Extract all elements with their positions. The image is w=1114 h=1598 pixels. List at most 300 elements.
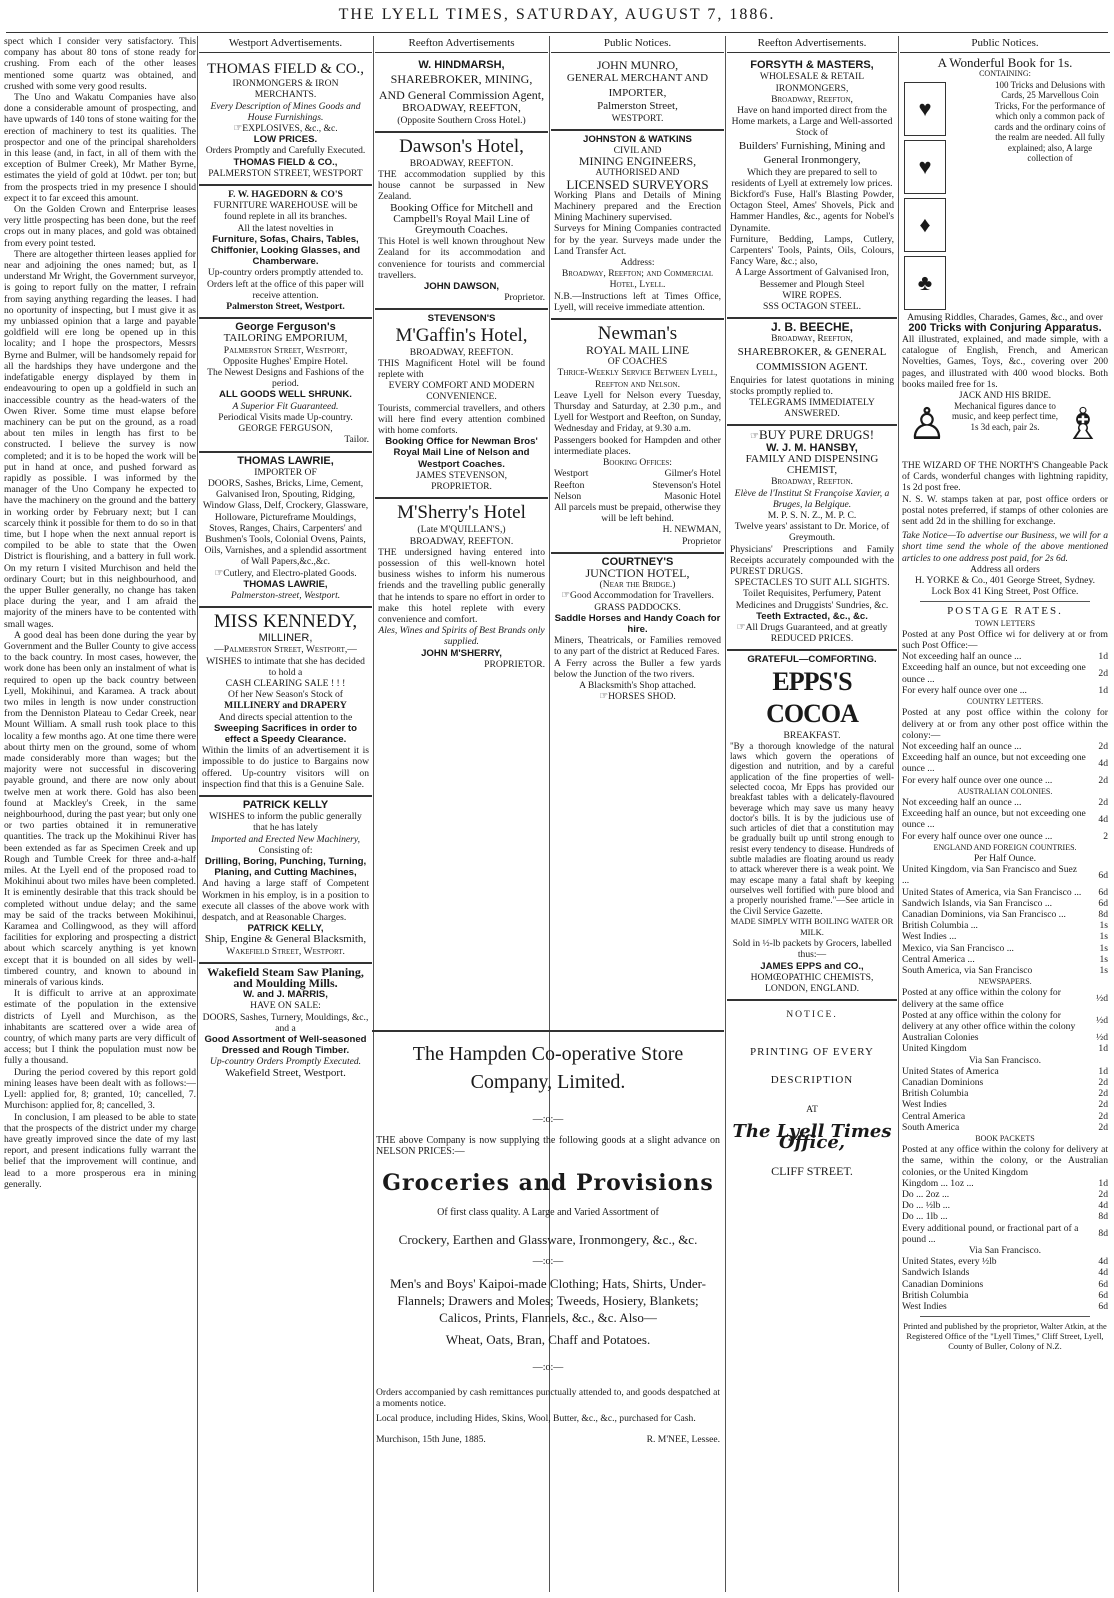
masthead-rule	[6, 32, 1108, 33]
rate-item: United States, every ½lb	[902, 1256, 997, 1268]
advertiser-name: THOMAS LAWRIE,	[243, 578, 328, 590]
testimonial: "By a thorough knowledge of the natural laws which govern the operations of digestion and nutrition, and by a careful application of the fine properties of well-selected cocoa, Mr Epps has provided our breakfast tables with a delicately-flavoured beverage which may save us many heavy doctor's bills. It is by the judicious use of such articles of diet that a constitution may be gradually built up until strong enough to resist every tendency to disease. Hundreds of subtle maladies are floating around us ready to attack wherever there is a weak point. We may escape many a fatal shaft by keeping ourselves well fortified with pure blood and a properly nourished frame."—See article in the Civil Service Gazette.	[730, 740, 894, 916]
reefton-advertisements-column-2	[727, 36, 897, 1592]
address: Wakefield Street, Westport.	[226, 945, 345, 957]
patrick-kelly-ad	[199, 797, 372, 964]
orders-note: Up-country orders promptly attended to. Orders left at the office of this paper will receive attention.	[207, 267, 364, 301]
rate-value: ½d	[1096, 1015, 1108, 1027]
rate-value: 2d	[1098, 1189, 1108, 1201]
rate-item: Exceeding half an ounce, but not exceeding one ounce ...	[902, 808, 1086, 831]
newmans-coaches-ad	[551, 320, 724, 554]
trade: SHAREBROKER, & GENERAL COMMISSION AGENT.	[737, 345, 887, 373]
passengers: Passengers booked for Hampden and other intermediate places.	[554, 434, 721, 457]
rate-value: 6d	[1098, 869, 1108, 881]
goods-list: Furniture, Sofas, Chairs, Tables, Chiffonier, Looking Glasses, and Chamberware.	[210, 233, 361, 268]
enquiries: Enquiries for latest quotations in mining stocks promptly replied to.	[730, 374, 894, 397]
address: Palmerston Street, Westport,	[223, 344, 348, 356]
hampden-cooperative-ad	[372, 1030, 724, 1592]
rate-value: 4d	[1098, 757, 1108, 769]
pointing-hand-icon: ☞	[214, 567, 224, 579]
rate-item: Not exceeding half an ounce ...	[902, 740, 1022, 752]
article-paragraph: There are altogether thirteen leases applied for near and adjoining the ones named; but, as I understand Mr Wright, the Government surveyor, is going to report fully on the matter, I refrain from saying anything regarding the leases. I had no oportunity of inspecting, but I must give it as my unbiassed opinion that a large and payable goldfield will ere long be opened up in this locality; and I hope the prospectors, Messrs Byrne and Bulmer, will be handsomely repaid for all the hardships they have undergone and the indefatigable energy displayed by them in endeavouring to open up a goldfield in such an inaccessible country as the head-waters of the Owen River. Some time must elapse before machinery can be put on the ground, as a road about ten miles in length has first to be constructed. I believe the survey is now completed; and it is to be hoped the work will be put in hand at once, and pushed forward as rapidly as possible. I was informed by the manager of the Uno Company he expected to have the machinery on the ground and the battery in working order by February next; but I can scarcely think it possible for them to do so in that time, but I hope when the next annual report is compiled to be able to state that the Owen District is flourishing, and a battery in full work. On my return I visited Murchison and held the ordinary Court; but in this neighbourhood, and the upper Buller generally, no change has taken place during the year, and I am afraid the majority of the miners have to be contented with small wages.	[4, 248, 196, 630]
book-rates-table	[902, 1178, 1108, 1223]
rate-item: Canadian Dominions	[902, 1077, 984, 1088]
signature: JOHN M'SHERRY,	[421, 647, 502, 659]
upcountry: Up-country Orders Promptly Executed.	[209, 1056, 362, 1068]
advertiser-name: J. B. BEECHE,	[770, 320, 854, 335]
australian-rates-table	[902, 797, 1108, 842]
westport-advertisements-column	[199, 36, 372, 1592]
rate-item: United States of America	[902, 1065, 999, 1077]
cutlery-text: Cutlery, and Electro-plated Goods.	[223, 567, 357, 579]
table-row	[902, 1032, 1108, 1043]
advertiser-name: COURTNEY'S	[601, 555, 674, 568]
dancing-figure-icon: ♗	[1063, 400, 1103, 450]
rate-value: 8d	[1098, 908, 1108, 920]
separator: —:o:—	[532, 1114, 564, 1125]
rate-item: Posted at any office within the colony for delivery at the same office	[902, 987, 1061, 1010]
address: BROADWAY, REEFTON,	[402, 102, 521, 115]
table-row	[902, 1290, 1108, 1301]
foreign-rates-table	[902, 864, 1108, 976]
article-paragraph: It is difficult to arrive at an approximate estimate of the population in the extensive districts of Lyell and Murchison, as the inhabitants are scattered over a wide area of country, of which many parts are very difficult of access; but I think the population must now be fully a thousand.	[4, 988, 196, 1067]
millinery: MILLINERY and DRAPERY	[224, 700, 347, 712]
divider	[920, 601, 1090, 602]
public-notices-column	[551, 36, 724, 1028]
mgaffins-hotel-ad	[375, 310, 548, 499]
table-row	[902, 797, 1108, 808]
hotel: Masonic Hotel	[664, 490, 721, 502]
timber: Good Assortment of Well-seasoned Dressed and Rough Timber.	[204, 1034, 367, 1057]
lessee: R. M'NEE, Lessee.	[646, 1434, 720, 1445]
stock: Of her New Season's Stock of	[228, 689, 343, 701]
article-paragraph: During the period covered by this report gold mining leases have been dealt with as follows:—Lyell: applied for, 8; granted, 10; cancelled, 7. Murchison: applied for, 8; cancelled, 3.	[4, 1066, 196, 1112]
rate-value: 1s	[1099, 942, 1108, 954]
booking-offices-table	[554, 468, 721, 502]
street: CLIFF STREET.	[771, 1164, 853, 1179]
address: Broadway, Reefton,	[771, 93, 853, 105]
table-row	[902, 1088, 1108, 1099]
prefix: STEVENSON'S	[427, 313, 496, 325]
made: MADE SIMPLY WITH BOILING WATER OR MILK.	[730, 915, 894, 937]
intro: Posted at any Post Office wi for delivery at or from such Post Office:—	[902, 628, 1108, 652]
wizard: THE WIZARD OF THE NORTH'S Changeable Pack of Cards, wonderful changes with lightning rapidity, 1s 2d post free.	[902, 460, 1108, 494]
signature: JOHN DAWSON,	[423, 281, 500, 293]
table-row	[902, 1211, 1108, 1222]
table-row	[902, 662, 1108, 684]
twelve-years: Twelve years' assistant to Dr. Morice, of Greymouth.	[734, 521, 890, 544]
description: The Newest Designs and Fashions of the period.	[207, 367, 364, 390]
reefton-advertisements-column	[375, 36, 548, 1028]
column-header: Reefton Advertisements.	[727, 36, 897, 53]
booking: Booking Office for Newman Bros' Royal Mail Line of Nelson and Westport Coaches.	[385, 436, 538, 470]
rate-value: 2d	[1098, 1099, 1108, 1111]
rate-value: 4d	[1098, 1200, 1108, 1212]
description: FURNITURE WAREHOUSE will be found replete in all its branches.	[213, 200, 358, 223]
advertiser-name: George Ferguson's	[235, 321, 336, 334]
advertiser-name: Wakefield Steam Saw Planing, and Moulding Mills.	[207, 964, 364, 991]
all-drugs-line	[730, 622, 894, 644]
rate-item: Sandwich Islands, via San Francisco ...	[902, 897, 1053, 909]
via-heading: Via San Francisco.	[968, 1054, 1042, 1066]
table-row	[902, 741, 1108, 752]
shrunk: ALL GOODS WELL SHRUNK.	[219, 389, 352, 401]
buy-line	[730, 429, 894, 442]
clothing: Men's and Boys' Kaipoi-made Clothing; Hats, Shirts, Under-Flannels; Drawers and Moles; Tweeds, Hosiery, Blankets; Calicos, Prints, Flannels, &c., &c. Also—	[389, 1276, 707, 1325]
goods-list: DOORS, Sashes, Bricks, Lime, Cement, Galvanised Iron, Spouting, Ridging, Window Glass, Delf, Crockery, Glassware, Holloware, Pictureframe Mouldings, Stoves, Ranges, Chairs, Carpenters' and Bushmen's Tools, Colonial Ovens, Paints, Oils, Varnishes, and a splendid assortment of Wall Papers,&c.,&c.	[202, 477, 369, 568]
hindmarsh-ad	[375, 57, 548, 133]
dancing-figure-icon: ♙	[907, 400, 947, 450]
divider	[920, 1316, 1090, 1317]
address: Wakefield Street, Westport.	[225, 1066, 346, 1079]
section-heading: BOOK PACKETS	[975, 1134, 1035, 1144]
licensed: LICENSED SURVEYORS	[566, 176, 709, 192]
advertiser-name: W. J. M. HANSBY,	[766, 441, 858, 454]
tricks-block	[902, 80, 1108, 312]
article-paragraph: spect which I consider very satisfactory. This company has about 80 tons of stone ready for crushing. From each of the other leases mentioned some quartz was obtained, and crushed with some very good results.	[4, 36, 196, 92]
machines: Drilling, Boring, Punching, Turning, Planing, and Cutting Machines,	[204, 856, 367, 879]
table-row	[902, 1099, 1108, 1110]
rate-value: 2d	[1098, 1088, 1108, 1100]
low-prices: LOW PRICES.	[253, 134, 318, 146]
rate-item: Canadian Dominions, via San Francisco ...	[902, 908, 1066, 920]
which: Which they are prepared to sell to residents of Lyell at extremely low prices.	[731, 166, 893, 189]
magnificent: THIS Magnificent Hotel will be found replete with	[378, 357, 545, 381]
wheat: Wheat, Oats, Bran, Chaff and Potatoes.	[445, 1332, 651, 1347]
miners: Miners, Theatricals, or Families removed to any part of the district at Reduced Fares.	[554, 635, 721, 658]
ad-title: A Wonderful Book for 1s.	[937, 55, 1073, 71]
rate-item: Kingdom ... 1oz ...	[902, 1177, 974, 1189]
advertiser-name: The Hampden Co-operative Store Company, Limited.	[372, 1030, 724, 1096]
trade: WHOLESALE & RETAIL IRONMONGERS,	[759, 71, 865, 94]
pointing-hand-icon: ☞	[599, 691, 609, 703]
tricks-text: 100 Tricks and Delusions with Cards, 25 Marvellous Coin Tricks, For the performance of which only a common pack of cards and the ordinary coins of the realm are needed. All fully explained; also, A large collection of	[994, 79, 1106, 164]
dawsons-hotel-ad	[375, 133, 548, 311]
opposite: (Opposite Southern Cross Hotel.)	[397, 114, 526, 126]
opposite: Opposite Hughes' Empire Hotel.	[223, 355, 348, 367]
civil: CIVIL AND	[613, 145, 662, 157]
address-label: Address all orders	[970, 563, 1040, 575]
wakefield-mills-ad	[199, 964, 372, 1084]
good-line	[554, 590, 721, 601]
thomas-field-ad	[199, 57, 372, 186]
hotel: Stevenson's Hotel	[652, 479, 721, 491]
article-paragraph: On the Golden Crown and Enterprise leases very little prospecting has been done, but the reef crops out in many places, and gold was obtained from every point tested.	[4, 204, 196, 249]
large: A Large Assortment of Galvanised Iron, Bessemer and Plough Steel	[735, 267, 889, 290]
rate-value: 1d	[1098, 651, 1108, 663]
rate-value: 4d	[1098, 813, 1108, 825]
address-label: Address:	[620, 257, 655, 269]
attention: And directs special attention to the	[218, 711, 353, 723]
imprint: Printed and published by the proprietor, Walter Atkin, at the Registered Office of the "Lyell Times," Cliff Street, Lyell, County of Buller, Colony of N.Z.	[903, 1321, 1107, 1352]
rate-value: 2d	[1098, 1110, 1108, 1122]
rate-item: Do ... 2oz ...	[902, 1189, 950, 1201]
table-row	[902, 864, 1108, 886]
surveys: Surveys for Mining Companies contracted for by the year. Surveys made under the Land Transfer Act.	[554, 223, 721, 257]
masthead: THE LYELL TIMES, SATURDAY, AUGUST 7, 1886.	[338, 6, 776, 23]
rate-value: 1s	[1099, 953, 1108, 965]
table-row	[554, 468, 721, 479]
rate-value: 1s	[1099, 920, 1108, 932]
jack-text: JACK AND HIS BRIDE. Mechanical figures dance to music, and keep perfect time, 1s 3d each, pair 2s.	[952, 390, 1058, 432]
forsyth-masters-ad	[727, 57, 897, 319]
fit: A Superior Fit Guaranteed.	[232, 400, 339, 412]
rate-item: Canadian Dominions	[902, 1278, 984, 1290]
orders-note: Orders Promptly and Carefully Executed.	[205, 145, 366, 157]
rate-item: Posted at any office within the colony for delivery at any other office within the colony	[902, 1009, 1076, 1032]
street: Palmerston Street,	[597, 100, 678, 113]
rate-item: United Kingdom	[902, 1043, 967, 1055]
courtneys-hotel-ad	[551, 554, 724, 708]
table-row	[902, 752, 1108, 774]
signature: JAMES STEVENSON,	[415, 469, 508, 481]
article-paragraph: In conclusion, I am pleased to be able to state that the prospects of the district under my charge have greatly improved since the date of my last report, and present indications fully warrant the belief that the improvement will continue, and lead to a more prosperous era in mining generally.	[4, 1111, 196, 1190]
all-drugs-text: All Drugs Guaranteed, and at greatly REDUCED PRICES.	[745, 621, 888, 645]
address: Palmerston-street, Westport.	[230, 589, 341, 601]
rate-value: 1s	[1099, 931, 1108, 943]
breakfast: BREAKFAST.	[783, 729, 841, 741]
octagon: SSS OCTAGON STEEL.	[762, 301, 862, 313]
section-heading: AUSTRALIAN COLONIES.	[957, 786, 1053, 796]
within-limits: Within the limits of an advertisement it is impossible to do justice to Bargains now offered. Up-country visitors will on inspection find that this is a Genuine Sale.	[202, 745, 369, 790]
pointing-hand-icon: ☞	[561, 590, 571, 602]
signature: H. YORKE & Co., 401 George Street, Sydney.	[914, 575, 1096, 587]
hansby-ad	[727, 426, 897, 651]
explosives-text: EXPLOSIVES, &c., &c.	[242, 123, 338, 135]
rate-value: 1d	[1098, 1043, 1108, 1055]
bickford: Bickford's Fuse, Hall's Blasting Powder, Octagon Steel, Ames' Shovels, Pick and Hammer Handles, &c., agents for Nobel's Dynamite.	[730, 189, 894, 234]
trade: MILLINER,	[258, 632, 313, 645]
signature-title: PROPRIETOR.	[431, 481, 492, 493]
timetable: Leave Lyell for Nelson every Tuesday, Thursday and Saturday, at 2.30 p.m., and Lyell for Westport and Reefton, on Sunday, Wednesday and Friday, at 9.30 a.m.	[554, 389, 721, 435]
table-row	[902, 1267, 1108, 1278]
local-produce: Local produce, including Hides, Skins, Wool, Butter, &c., &c., purchased for Cash.	[376, 1413, 696, 1424]
miss-kennedy-ad	[199, 608, 372, 797]
eleve: Elève de l'Institut St Françoise Xavier, a Bruges, la Belgique.	[734, 487, 890, 510]
table-row	[902, 775, 1108, 786]
table-row	[902, 1077, 1108, 1088]
hotel: Gilmer's Hotel	[664, 468, 721, 480]
teeth: Teeth Extracted, &c., &c.	[756, 610, 868, 622]
rate-item: Not exceeding half an ounce ...	[902, 796, 1022, 808]
intro: Posted at any post office within the colony for delivery at or from any other post office within the colony:—	[902, 707, 1108, 741]
column-header: Reefton Advertisements	[375, 36, 548, 53]
table-row	[902, 931, 1108, 942]
trade: IRONMONGERS & IRON MERCHANTS.	[232, 78, 339, 101]
builders: Builders' Furnishing, Mining and General Ironmongery,	[738, 139, 886, 166]
column-header: Public Notices.	[900, 36, 1110, 53]
spectacles: SPECTACLES TO SUIT ALL SIGHTS.	[734, 577, 890, 589]
column-divider	[725, 36, 726, 1592]
rate-item: British Columbia	[902, 1088, 969, 1100]
visits: Periodical Visits made Up-country.	[218, 411, 353, 423]
town: WESTPORT.	[611, 112, 664, 124]
column-header: Westport Advertisements.	[199, 36, 372, 53]
offices-label: Booking Offices:	[603, 457, 672, 469]
rate-value: 8d	[1098, 1211, 1108, 1223]
postage-rates	[900, 606, 1110, 1312]
address: Broadway, Reefton.	[771, 476, 853, 488]
via-rates-table	[902, 1066, 1108, 1133]
comfort: EVERY COMFORT AND MODERN CONVENIENCE.	[388, 380, 535, 403]
advertiser-name: PATRICK KELLY	[242, 798, 329, 811]
table-row	[554, 480, 721, 491]
wonderful-book-ad	[900, 57, 1110, 597]
per-half: Per Half Ounce.	[973, 852, 1037, 864]
pointing-hand-icon: ☞	[749, 431, 759, 443]
rate-value: 2d	[1098, 796, 1108, 808]
trade: FAMILY AND DISPENSING CHEMIST,	[745, 452, 879, 477]
article-paragraph: The Uno and Wakatu Companies have also done a considerable amount of prospecting, and have upwards of 140 tons of stone waiting for the erection of machinery to test its qualities. The prospector and one of the principal shareholders in this lease (and, in fact, in all of them with the exception of Bulmer Creek), Mr Mather Byrne, estimates the yield of gold at 10dwt. per ton; but from the prospects tried in my presence I should expect it to far exceed this amount.	[4, 92, 196, 204]
importer-line: IMPORTER OF	[254, 466, 317, 478]
rate-value: 4d	[1098, 1256, 1108, 1268]
trade: JUNCTION HOTEL,	[585, 565, 690, 580]
advertiser-name: MISS KENNEDY,	[213, 611, 358, 633]
advertiser-name: PATRICK KELLY,	[247, 923, 324, 935]
table-row	[902, 1223, 1108, 1245]
doors: DOORS, Sashes, Turnery, Mouldings, &c., and a	[202, 1011, 369, 1034]
rate-value: 2	[1103, 830, 1108, 842]
rate-value: 6d	[1098, 1289, 1108, 1301]
address: PALMERSTON STREET, WESTPORT	[208, 167, 363, 179]
rate-item: Australian Colonies	[902, 1032, 979, 1044]
table-row	[902, 1066, 1108, 1077]
rate-item: Do ... 1lb ...	[902, 1211, 948, 1223]
george-ferguson-ad	[199, 319, 372, 452]
containing: CONTAINING:	[979, 69, 1031, 79]
table-row	[902, 1256, 1108, 1267]
address: Palmerston Street, Westport.	[226, 301, 345, 313]
rate-item: For every half ounce over one ounce ...	[902, 774, 1053, 786]
trade: TAILORING EMPORIUM,	[223, 332, 348, 345]
signature: GEORGE FERGUSON,	[238, 423, 333, 435]
column-header: Public Notices.	[551, 36, 724, 53]
address: —Palmerston Street, Westport,—	[214, 644, 357, 656]
plans: Working Plans and Details of Mining Machinery prepared and the Erection Mining Machinery supervised.	[554, 189, 721, 224]
on-sale: HAVE ON SALE:	[250, 1000, 321, 1012]
sweeping: Sweeping Sacrifices in order to effect a Speedy Clearance.	[214, 722, 357, 745]
rate-value: 6d	[1098, 897, 1108, 909]
address: BROADWAY, REEFTON.	[409, 157, 514, 169]
advertiser-name: JOHNSTON & WATKINS	[583, 133, 692, 145]
buy-text: BUY PURE DRUGS!	[758, 427, 875, 443]
jack-block	[902, 390, 1108, 460]
rate-value: 2d	[1098, 1121, 1108, 1133]
john-munro-ad	[551, 57, 724, 131]
consisting: Consisting of:	[258, 844, 313, 856]
table-row	[902, 1279, 1108, 1290]
rate-value: 6d	[1098, 1278, 1108, 1290]
line: ROYAL MAIL LINE	[585, 343, 690, 358]
rate-value: 1d	[1098, 1065, 1108, 1077]
signature-title: Proprietor.	[504, 292, 545, 304]
explosives-line	[202, 123, 369, 134]
table-row	[902, 920, 1108, 931]
rate-item: Mexico, via San Francisco ...	[902, 942, 1014, 954]
table-row	[902, 1301, 1108, 1312]
furniture: Furniture, Bedding, Lamps, Cutlery, Carpenters' Tools, Paints, Oils, Colours, Fancy Ware, &c.; also,	[730, 233, 894, 268]
rate-item: Exceeding half an ounce, but not exceeding one ounce ...	[902, 662, 1086, 685]
rate-value: 1s	[1099, 964, 1108, 976]
card-diamond-icon: ♦	[904, 198, 946, 252]
rate-item: West Indies	[902, 1099, 947, 1111]
signature-title: PROPRIETOR.	[484, 658, 545, 670]
rate-value: 4d	[1098, 1267, 1108, 1279]
date: Murchison, 15th June, 1885.	[376, 1434, 486, 1445]
rate-value: 8d	[1098, 1228, 1108, 1240]
staff: And having a large staff of Competent Workmen in his employ, is in a position to execute all classes of the above work with despatch, and at Reasonable Charges.	[202, 878, 369, 924]
sale: CASH CLEARING SALE ! ! !	[225, 677, 346, 689]
column-divider	[898, 36, 899, 1592]
rate-item: Exceeding half an ounce, but not exceeding one ounce ...	[902, 752, 1086, 775]
grateful: GRATEFUL—COMFORTING.	[747, 654, 877, 666]
orders: Orders accompanied by cash remittances punctually attended to, and goods despatched at a moments notice.	[376, 1387, 720, 1409]
additional-rate-table	[902, 1223, 1108, 1245]
good-text: Good Accommodation for Travellers.	[570, 590, 714, 602]
table-row	[902, 943, 1108, 954]
advertiser-name: FORSYTH & MASTERS,	[750, 59, 874, 72]
column-divider	[197, 36, 198, 1592]
trade: Ship, Engine & General Blacksmith,	[204, 933, 367, 946]
table-row	[902, 808, 1108, 830]
printing-notice	[727, 1001, 897, 1185]
table-row	[902, 1200, 1108, 1211]
telegrams: TELEGRAMS IMMEDIATELY ANSWERED.	[749, 397, 875, 420]
rate-value: 2d	[1098, 1077, 1108, 1088]
address: BROADWAY, REEFTON.	[409, 346, 514, 358]
section-heading: COUNTRY LETTERS.	[966, 697, 1044, 707]
country-rates-table	[902, 741, 1108, 786]
imported: Imported and Erected New Machinery,	[210, 833, 361, 845]
illustrated: All illustrated, explained, and made simple, with a catalogue of English, French, and American Novelties, Games, Toys, &c., covering over 200 pages, and illustrated with 400 wood blocks. Both books mailed free for 1s.	[902, 334, 1108, 390]
groceries-heading: Groceries and Provisions	[382, 1170, 714, 1196]
late: (Late M'QUILLAN'S,)	[417, 524, 506, 536]
rate-value: 2d	[1098, 740, 1108, 752]
epps-cocoa-ad	[727, 651, 897, 1001]
separator: —:o:—	[532, 1362, 564, 1373]
town-rates-table	[902, 651, 1108, 696]
physicians: Physicians' Prescriptions and Family Receipts accurately compounded with the PUREST DRUGS.	[730, 543, 894, 577]
rate-item: Do ... ½lb ...	[902, 1200, 950, 1212]
signature: JAMES EPPS and CO.,	[760, 960, 864, 972]
mining-engineers: MINING ENGINEERS,	[578, 154, 697, 169]
booking: Booking Office for Mitchell and Campbell's Royal Mail Line of Greymouth Coaches.	[390, 201, 533, 237]
ferry: A Ferry across the Buller a few yards below the Junction of the two rivers.	[554, 657, 721, 680]
advertiser-name: JOHN MUNRO,	[596, 58, 679, 73]
table-row	[902, 887, 1108, 898]
wishes: WISHES to inform the public generally that he has lately	[209, 811, 362, 834]
pointing-hand-icon: ☞	[233, 123, 243, 135]
rate-item: Not exceeding half an ounce ...	[902, 651, 1022, 663]
table-row	[902, 831, 1108, 842]
advertiser-name: Newman's	[597, 323, 678, 345]
rate-value: 1d	[1098, 684, 1108, 696]
paddocks: GRASS PADDOCKS.	[594, 601, 681, 613]
advertiser-name: M'Gaffin's Hotel,	[395, 324, 528, 346]
table-row	[902, 1178, 1108, 1189]
table-row	[902, 1111, 1108, 1122]
rate-item: Central America	[902, 1110, 966, 1122]
rate-item: United Kingdom, via San Francisco and Suez ...	[902, 864, 1078, 887]
hagedorn-ad	[199, 186, 372, 319]
table-row	[902, 1010, 1108, 1032]
intro: THE above Company is now supplying the following goods at a slight advance on NELSON PRICES:—	[376, 1135, 720, 1157]
beeche-ad	[727, 319, 897, 426]
tourists: Tourists, commercial travellers, and others will here find every attention combined with home comforts.	[378, 402, 545, 437]
trade: GENERAL MERCHANT AND IMPORTER,	[566, 72, 709, 100]
amusing: Amusing Riddles, Charades, Games, &c., and over	[907, 311, 1103, 323]
rate-value: 6d	[1098, 886, 1108, 898]
